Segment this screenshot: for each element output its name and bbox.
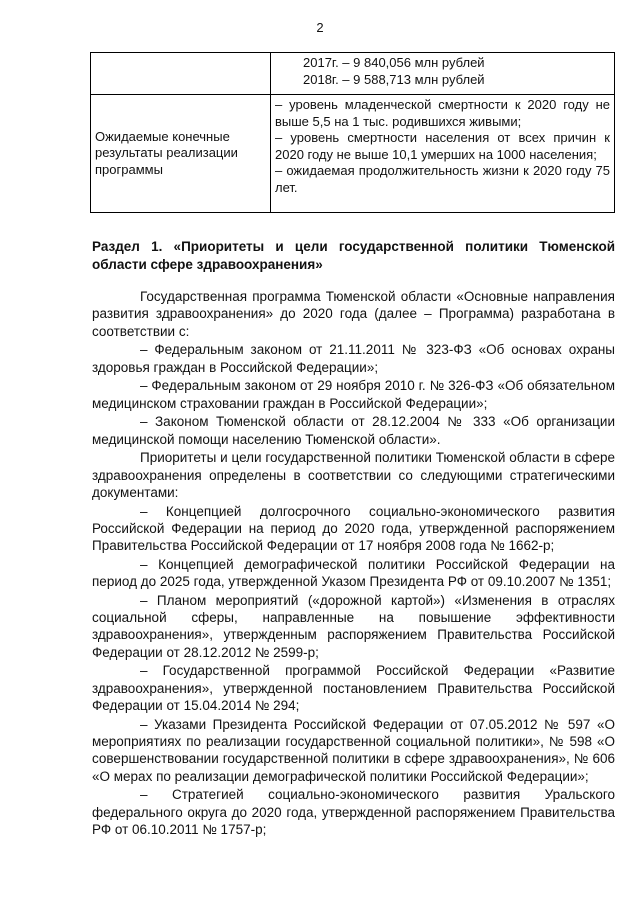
paragraph-item: – Законом Тюменской области от 28.12.2004 № 333 «Об организации медицинской помощи населению Тюменской области».: [92, 414, 615, 447]
financing-2018: 2018г. – 9 588,713 млн рублей: [303, 71, 485, 87]
result-life-expectancy: – ожидаемая продолжительность жизни к 2020 году 75 лет.: [275, 163, 610, 195]
paragraph-item: – Федеральным законом от 21.11.2011 № 323-ФЗ «Об основах охраны здоровья граждан в Российской Федерации»;: [92, 342, 615, 375]
section-title: Раздел 1. «Приоритеты и цели государственной политики Тюменской области сфере здравоохранения»: [92, 239, 615, 272]
paragraph-item: – Концепцией демографической политики Российской Федерации на период до 2025 года, утвержденной Указом Президента РФ от 09.10.2007 № 1351;: [92, 556, 615, 590]
result-infant-mortality: – уровень младенческой смертности к 2020 году не выше 5,5 на 1 тыс. родившихся живыми;: [275, 97, 610, 129]
table-row-financing: [91, 53, 615, 95]
result-mortality: – уровень смертности населения от всех причин к 2020 году не выше 10,1 умерших на 1000 населения;: [275, 130, 610, 162]
paragraph-item: – Государственной программой Российской Федерации «Развитие здравоохранения», утвержденной постановлением Правительства Российской Федерации от 15.04.2014 № 294;: [92, 663, 615, 713]
paragraph-item: – Концепцией долгосрочного социально-экономического развития Российской Федерации на период до 2020 года, утвержденной распоряжением Правительства Российской Федерации от 17 ноября 2008 года № 1662-р;: [92, 503, 615, 554]
body-text: [92, 288, 615, 840]
paragraph-priorities: Приоритеты и цели государственной политики Тюменской области в сфере здравоохранения определены в соответствии со следующими стратегическими документами:: [92, 450, 615, 500]
program-passport-table: [90, 52, 615, 213]
table-cell-results-label: Ожидаемые конечные результаты реализации программы: [91, 95, 271, 213]
financing-2017: 2017г. – 9 840,056 млн рублей: [303, 55, 485, 70]
table-cell-financing: [271, 53, 615, 95]
page-number: 2: [316, 20, 324, 35]
table-row-results: [91, 95, 615, 213]
paragraph-item: – Планом мероприятий («дорожной картой») «Изменения в отраслях социальной сферы, направленные на повышение эффективности здравоохранения», утвержденным распоряжением Правительства Российской Федерации от 28.12.2012 № 2599-р;: [92, 592, 615, 660]
paragraph-intro: Государственная программа Тюменской области «Основные направления развития здравоохранения» до 2020 года (далее – Программа) разработана в соответствии с:: [92, 289, 615, 339]
paragraph-item: – Стратегией социально-экономического развития Уральского федерального округа до 2020 года, утвержденной распоряжением Правительства РФ от 06.10.2011 № 1757-р;: [92, 787, 615, 837]
table-cell-empty: [91, 53, 271, 95]
paragraph-item: – Федеральным законом от 29 ноября 2010 г. № 326-ФЗ «Об обязательном медицинском страховании граждан в Российской Федерации»;: [92, 378, 615, 411]
paragraph-item: – Указами Президента Российской Федерации от 07.05.2012 № 597 «О мероприятиях по реализации государственной социальной политики», № 598 «О совершенствовании государственной политики в сфере здравоохранения», № 606 «О мерах по реализации демографической политики Российской Федерации»;: [92, 716, 615, 784]
table-cell-results: [271, 95, 615, 213]
